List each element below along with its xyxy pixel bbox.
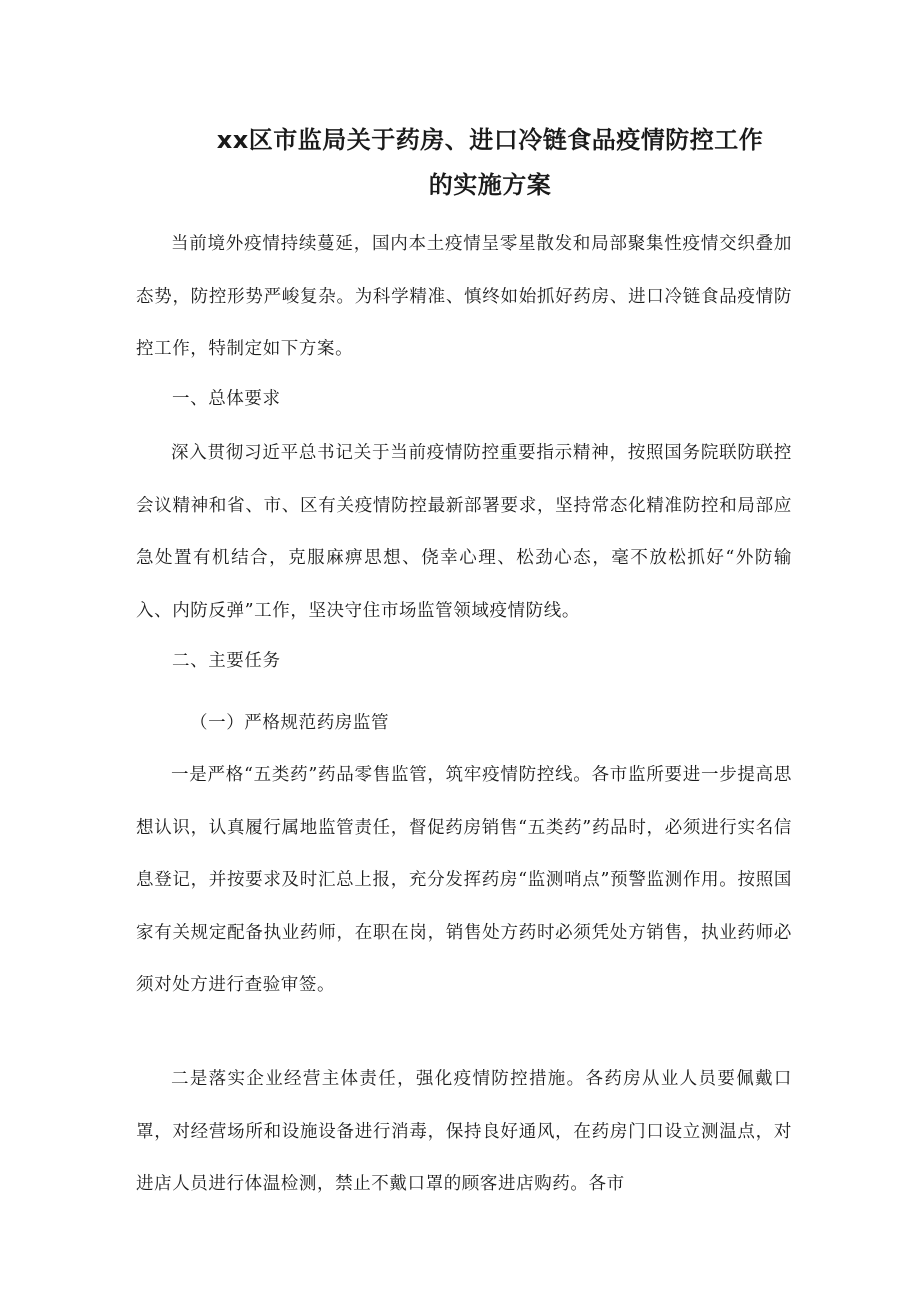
pharmacy-supervision-paragraph-1: 一是严格“五类药”药品零售监管，筑牢疫情防控线。各市监所要进一步提高思想认识，认真履行属地监管责任，督促药房销售“五类药”药品时，必须进行实名信息登记，并按要求及时汇总上报，充分发挥药房“监测哨点”预警监测作用。按照国家有关规定配备执业药师，在职在岗，销售处方药时必须凭处方销售，执业药师必须对处方进行查验审签。 bbox=[136, 765, 792, 995]
general-requirements-paragraph: 深入贯彻习近平总书记关于当前疫情防控重要指示精神，按照国务院联防联控会议精神和省、市、区有关疫情防控最新部署要求，坚持常态化精准防控和局部应急处置有机结合，克服麻痹思想、侥幸心理、松劲心态，毫不放松抓好“外防输入、内防反弹”工作，坚决守住市场监管领域疫情防线。 bbox=[136, 443, 792, 621]
subsection-heading-pharmacy-supervision: （一）严格规范药房监管 bbox=[190, 713, 390, 733]
section-heading-main-tasks: 二、主要任务 bbox=[172, 651, 281, 671]
pharmacy-supervision-paragraph-2: 二是落实企业经营主体责任，强化疫情防控措施。各药房从业人员要佩戴口罩，对经营场所和设施设备进行消毒，保持良好通风，在药房门口设立测温点，对进店人员进行体温检测，禁止不戴口罩的顾客进店购药。各市 bbox=[136, 1069, 792, 1194]
section-heading-general-requirements: 一、总体要求 bbox=[172, 389, 281, 409]
intro-paragraph: 当前境外疫情持续蔓延，国内本土疫情呈零星散发和局部聚集性疫情交织叠加态势，防控形势严峻复杂。为科学精准、慎终如始抓好药房、进口冷链食品疫情防控工作，特制定如下方案。 bbox=[136, 234, 792, 359]
document-title-line-2: 的实施方案 bbox=[428, 171, 552, 199]
document-title-line-1: xx区市监局关于药房、进口冷链食品疫情防控工作 bbox=[216, 126, 764, 154]
